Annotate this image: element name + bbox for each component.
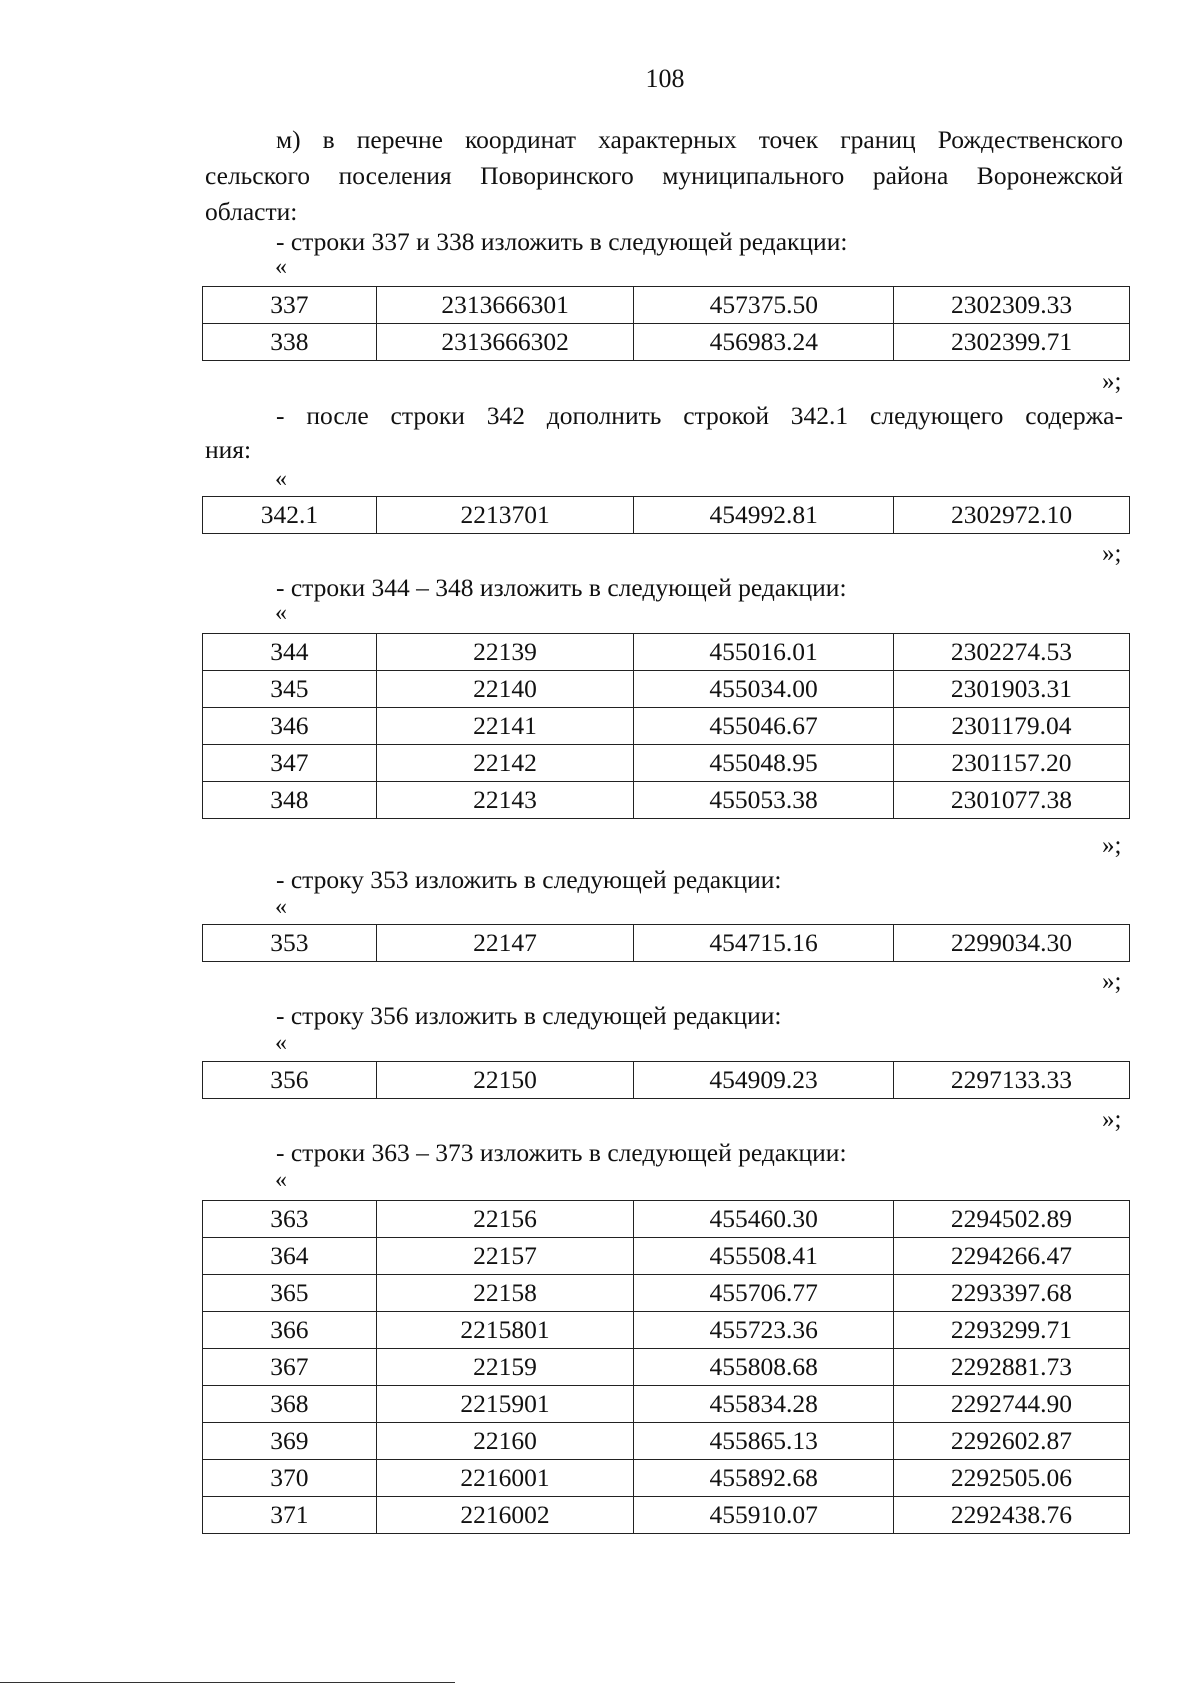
- section-2-table: [202, 496, 1130, 534]
- point-code-cell: 22140: [376, 671, 633, 708]
- point-code-cell: 22143: [376, 782, 633, 819]
- y-coordinate-cell: 2294502.89: [893, 1201, 1129, 1238]
- point-code-cell: 22150: [376, 1062, 633, 1099]
- x-coordinate-cell: 455910.07: [634, 1497, 894, 1534]
- section-6-instruction: - строки 363 – 373 изложить в следующей редакции:: [276, 1138, 847, 1167]
- point-code-cell: 22156: [376, 1201, 634, 1238]
- point-code-cell: 22147: [376, 925, 633, 962]
- point-number-cell: 348: [203, 782, 377, 819]
- section-1-close-quote: »;: [1102, 368, 1122, 395]
- point-number-cell: 353: [203, 925, 377, 962]
- x-coordinate-cell: 455508.41: [634, 1238, 894, 1275]
- table-row: [203, 1312, 1130, 1349]
- table-row: [203, 782, 1130, 819]
- y-coordinate-cell: 2302274.53: [893, 634, 1129, 671]
- footer-rule: [0, 1682, 455, 1683]
- point-code-cell: 2216001: [376, 1460, 634, 1497]
- y-coordinate-cell: 2292744.90: [893, 1386, 1129, 1423]
- table-row: [203, 1275, 1130, 1312]
- table-row: [203, 324, 1130, 361]
- point-number-cell: 345: [203, 671, 377, 708]
- y-coordinate-cell: 2292438.76: [893, 1497, 1129, 1534]
- section-1-open-quote: «: [275, 254, 287, 280]
- table-row: [203, 1460, 1130, 1497]
- section-4-instruction: - строку 353 изложить в следующей редакции:: [276, 865, 782, 894]
- point-number-cell: 337: [203, 287, 377, 324]
- table-row: [203, 1386, 1130, 1423]
- point-code-cell: 2313666302: [376, 324, 634, 361]
- x-coordinate-cell: 454715.16: [634, 925, 894, 962]
- y-coordinate-cell: 2292602.87: [893, 1423, 1129, 1460]
- point-number-cell: 368: [203, 1386, 377, 1423]
- x-coordinate-cell: 455808.68: [634, 1349, 894, 1386]
- x-coordinate-cell: 455034.00: [634, 671, 894, 708]
- x-coordinate-cell: 455460.30: [634, 1201, 894, 1238]
- section-6-open-quote: «: [275, 1167, 287, 1193]
- y-coordinate-cell: 2297133.33: [893, 1062, 1129, 1099]
- point-code-cell: 22142: [376, 745, 633, 782]
- table-row: [203, 1238, 1130, 1275]
- table-row: [203, 745, 1130, 782]
- x-coordinate-cell: 455892.68: [634, 1460, 894, 1497]
- section-4-close-quote: »;: [1102, 968, 1122, 995]
- section-1-table: [202, 286, 1130, 361]
- table-row: [203, 1201, 1130, 1238]
- table-row: [203, 1497, 1130, 1534]
- y-coordinate-cell: 2301903.31: [893, 671, 1129, 708]
- x-coordinate-cell: 454992.81: [634, 497, 894, 534]
- x-coordinate-cell: 455723.36: [634, 1312, 894, 1349]
- point-number-cell: 367: [203, 1349, 377, 1386]
- point-code-cell: 2313666301: [376, 287, 634, 324]
- section-5-table: [202, 1061, 1130, 1099]
- point-number-cell: 347: [203, 745, 377, 782]
- point-code-cell: 2213701: [376, 497, 633, 534]
- point-number-cell: 346: [203, 708, 377, 745]
- point-number-cell: 369: [203, 1423, 377, 1460]
- y-coordinate-cell: 2301157.20: [893, 745, 1129, 782]
- x-coordinate-cell: 454909.23: [634, 1062, 894, 1099]
- section-2-close-quote: »;: [1102, 540, 1122, 567]
- point-number-cell: 366: [203, 1312, 377, 1349]
- section-3-close-quote: »;: [1102, 832, 1122, 859]
- point-number-cell: 338: [203, 324, 377, 361]
- point-code-cell: 22141: [376, 708, 633, 745]
- x-coordinate-cell: 455706.77: [634, 1275, 894, 1312]
- point-code-cell: 2216002: [376, 1497, 634, 1534]
- table-row: [203, 287, 1130, 324]
- section-2-open-quote: «: [275, 466, 287, 492]
- table-row: [203, 925, 1130, 962]
- point-code-cell: 22158: [376, 1275, 634, 1312]
- y-coordinate-cell: 2293397.68: [893, 1275, 1129, 1312]
- y-coordinate-cell: 2301077.38: [893, 782, 1129, 819]
- section-5-open-quote: «: [275, 1030, 287, 1056]
- y-coordinate-cell: 2302309.33: [894, 287, 1130, 324]
- intro-line-2: сельского поселения Поворинского муниципального района Воронежской: [205, 161, 1123, 190]
- x-coordinate-cell: 456983.24: [634, 324, 894, 361]
- table-row: [203, 1423, 1130, 1460]
- table-row: [203, 634, 1130, 671]
- table-row: [203, 671, 1130, 708]
- y-coordinate-cell: 2302399.71: [894, 324, 1130, 361]
- section-2-instruction: - после строки 342 дополнить строкой 342.1 следующего содержа-: [276, 401, 1123, 430]
- point-code-cell: 2215801: [376, 1312, 634, 1349]
- section-5-close-quote: »;: [1102, 1106, 1122, 1133]
- y-coordinate-cell: 2294266.47: [893, 1238, 1129, 1275]
- section-4-table: [202, 924, 1130, 962]
- table-row: [203, 1349, 1130, 1386]
- y-coordinate-cell: 2293299.71: [893, 1312, 1129, 1349]
- point-number-cell: 356: [203, 1062, 377, 1099]
- point-code-cell: 22159: [376, 1349, 634, 1386]
- intro-line-3: области:: [205, 197, 298, 226]
- table-row: [203, 708, 1130, 745]
- point-code-cell: 22160: [376, 1423, 634, 1460]
- section-3-instruction: - строки 344 – 348 изложить в следующей редакции:: [276, 573, 847, 602]
- section-1-instruction: - строки 337 и 338 изложить в следующей редакции:: [276, 227, 848, 256]
- point-number-cell: 344: [203, 634, 377, 671]
- section-2-instruction-cont: ния:: [205, 435, 252, 464]
- x-coordinate-cell: 455834.28: [634, 1386, 894, 1423]
- x-coordinate-cell: 455046.67: [634, 708, 894, 745]
- point-number-cell: 365: [203, 1275, 377, 1312]
- point-code-cell: 22157: [376, 1238, 634, 1275]
- y-coordinate-cell: 2292505.06: [893, 1460, 1129, 1497]
- intro-line-1: м) в перечне координат характерных точек границ Рождественского: [276, 125, 1123, 154]
- section-3-open-quote: «: [275, 600, 287, 626]
- y-coordinate-cell: 2301179.04: [893, 708, 1129, 745]
- y-coordinate-cell: 2292881.73: [893, 1349, 1129, 1386]
- page-number: 108: [645, 64, 685, 93]
- x-coordinate-cell: 457375.50: [634, 287, 894, 324]
- point-code-cell: 22139: [376, 634, 633, 671]
- point-number-cell: 364: [203, 1238, 377, 1275]
- section-3-table: [202, 633, 1130, 819]
- x-coordinate-cell: 455016.01: [634, 634, 894, 671]
- point-number-cell: 371: [203, 1497, 377, 1534]
- y-coordinate-cell: 2302972.10: [894, 497, 1130, 534]
- x-coordinate-cell: 455048.95: [634, 745, 894, 782]
- point-number-cell: 370: [203, 1460, 377, 1497]
- section-5-instruction: - строку 356 изложить в следующей редакции:: [276, 1001, 782, 1030]
- y-coordinate-cell: 2299034.30: [893, 925, 1129, 962]
- table-row: [203, 1062, 1130, 1099]
- point-code-cell: 2215901: [376, 1386, 634, 1423]
- section-6-table: [202, 1200, 1130, 1534]
- x-coordinate-cell: 455865.13: [634, 1423, 894, 1460]
- table-row: [203, 497, 1130, 534]
- section-4-open-quote: «: [275, 894, 287, 920]
- x-coordinate-cell: 455053.38: [634, 782, 894, 819]
- point-number-cell: 363: [203, 1201, 377, 1238]
- point-number-cell: 342.1: [203, 497, 377, 534]
